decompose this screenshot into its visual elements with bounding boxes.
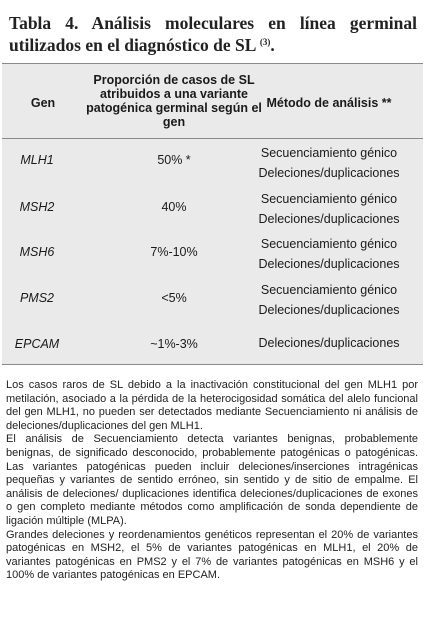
header-metodo: Método de análisis ** — [266, 96, 392, 110]
method-line-1: Secuenciamiento génico — [260, 192, 398, 206]
table-row — [2, 143, 423, 187]
method-line-1: Secuenciamiento génico — [260, 283, 398, 297]
table-row — [2, 280, 423, 324]
table-row — [2, 331, 423, 375]
table-label: Tabla 4. — [9, 13, 79, 33]
header-proporcion: Proporción de casos de SL atribuidos a una variante patogénica germinal según el gen — [86, 73, 262, 129]
table-top-rule — [2, 63, 423, 64]
gene-name: MLH1 — [20, 153, 54, 167]
footnote-paragraph: Los casos raros de SL debido a la inactivación constitucional del gen MLH1 por metilación, asociado a la pérdida de la heterocigosidad somática del alelo funcional del gen MLH1, no pueden ser detectados mediante Secuenciamiento ni análisis de deleciones/duplicaciones del gen MLH1. — [6, 379, 418, 432]
method-line-1: Deleciones/duplicaciones — [258, 336, 400, 350]
proportion-value: 50% * — [157, 153, 191, 167]
gene-name: MSH2 — [19, 200, 55, 214]
method-line-1: Secuenciamiento génico — [260, 146, 398, 160]
table-row — [2, 189, 423, 233]
method-line-2: Deleciones/duplicaciones — [258, 303, 400, 317]
footnote-paragraph: El análisis de Secuenciamiento detecta variantes benignas, probablemente benignas, de significado desconocido, probablemente patogénicas o patogénicas. Las variantes patogénicas pueden incluir deleciones/inserciones intragénicas pequeñas y variantes de sentido erróneo, sin sentido y de sitio de empalme. El análisis de deleciones/ duplicaciones identifica deleciones/duplicaciones de exones o gen completo mediante métodos como amplificación de sonda dependiente de ligación múltiple (MLPA). — [6, 433, 418, 527]
gene-name: EPCAM — [14, 337, 60, 351]
reference-mark: (3) — [259, 37, 271, 47]
table-header-rule — [2, 138, 423, 139]
table-caption — [9, 12, 417, 56]
method-line-1: Secuenciamiento génico — [260, 237, 398, 251]
method-line-2: Deleciones/duplicaciones — [258, 212, 400, 226]
method-line-2: Deleciones/duplicaciones — [258, 166, 400, 180]
caption-text: Análisis moleculares en línea germinal utilizados en el diagnóstico de SL — [9, 13, 417, 55]
caption-period: . — [270, 35, 275, 55]
gene-name: PMS2 — [19, 291, 55, 305]
proportion-value: ~1%-3% — [150, 337, 198, 351]
table-row — [2, 234, 423, 278]
proportion-value: <5% — [161, 291, 187, 305]
table-panel — [2, 63, 423, 365]
proportion-value: 40% — [161, 200, 187, 214]
footnote-paragraph: Grandes deleciones y reordenamientos genéticos representan el 20% de variantes patogénicas en MSH2, el 5% de variantes patogénicas en MLH1, el 20% de variantes patogénicas en PMS2 y el 7% de variantes patogénicas en MSH6 y el 100% de variantes patogénicas en EPCAM. — [6, 528, 418, 582]
proportion-value: 7%-10% — [150, 245, 198, 259]
table-footnotes — [6, 379, 418, 583]
gene-name: MSH6 — [19, 245, 55, 259]
method-line-2: Deleciones/duplicaciones — [258, 257, 400, 271]
header-gen: Gen — [30, 96, 56, 110]
table-bottom-rule — [2, 364, 423, 365]
